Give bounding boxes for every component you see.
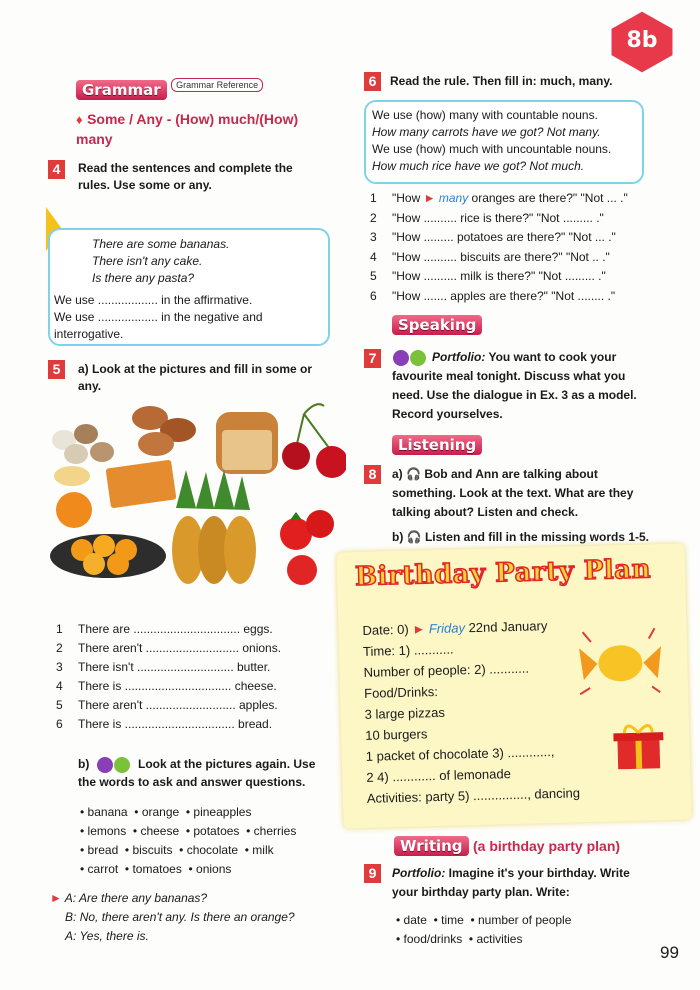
lemons-plate-icon xyxy=(50,534,166,578)
ex6-item: 1 "How ► many oranges are there?" "Not ... ." xyxy=(370,191,628,205)
pasta-icon xyxy=(54,466,90,486)
exercise-8a-text: a) 🎧 Bob and Ann are talking about something. Look at the text. What are they talking about? Listen and check. xyxy=(392,467,634,519)
grammar-heading: Grammar xyxy=(76,80,167,100)
ex5-sentence: 4 There is ................................ cheese. xyxy=(56,679,277,693)
grammar-header xyxy=(76,80,263,100)
pair-work-icon xyxy=(96,756,132,774)
listening-heading: Listening xyxy=(392,435,482,455)
writing-header: Writing (a birthday party plan) xyxy=(394,836,620,856)
exercise-4-instruction: Read the sentences and complete the rules. Use some or any. xyxy=(78,161,293,192)
grammar-reference-tag: Grammar Reference xyxy=(171,78,263,92)
exercise-5-number: 5 xyxy=(48,360,65,379)
ex5-sentences xyxy=(56,621,336,735)
biscuits-icon xyxy=(132,406,196,456)
exercise-9-number: 9 xyxy=(364,864,381,883)
ex4-rule-2: We use .................. in the negative and interrogative. xyxy=(54,310,263,341)
exercise-5a-instruction: a) Look at the pictures and fill in some or any. xyxy=(78,362,313,393)
candy-icon xyxy=(574,622,666,704)
speaking-heading: Speaking xyxy=(392,315,482,335)
ex6-item: 6 "How ....... apples are there?" "Not ........ ." xyxy=(370,288,616,303)
ex5-sentence: 6 There is ................................. bread. xyxy=(56,717,273,731)
ex5-sentence: 2 There aren't ............................ onions. xyxy=(56,641,282,655)
gift-box-icon xyxy=(613,722,664,771)
ex4-example-1: There are some bananas. xyxy=(92,237,230,251)
exercise-6-number: 6 xyxy=(364,72,381,91)
grammar-topic: ♦ Some / Any - (How) much/(How) many xyxy=(76,111,299,147)
oranges-icon xyxy=(56,492,92,528)
pineapples-icon xyxy=(172,470,256,584)
exercise-7-number: 7 xyxy=(364,349,381,368)
exercise-7-text: Portfolio: You want to cook your favourite meal tonight. Discuss what you need. Use the dialogue in Ex. 3 as a model. Record yourselves. xyxy=(392,350,637,421)
pair-work-icon xyxy=(392,349,428,367)
page-number: 99 xyxy=(660,943,679,962)
ex5-sentence: 1 There are ................................ eggs. xyxy=(56,622,273,636)
ex4-example-2: There isn't any cake. xyxy=(92,254,203,268)
ex9-bullets: • date • time • number of people • food/drinks • activities xyxy=(396,913,572,946)
exercise-8-number: 8 xyxy=(364,465,381,484)
ex6-items xyxy=(370,190,660,307)
ex6-item: 5 "How .......... milk is there?" "Not ......... ." xyxy=(370,269,606,283)
ex5-sentence: 3 There isn't ............................. butter. xyxy=(56,660,271,674)
bread-icon xyxy=(216,412,278,474)
exercise-5b-instruction: b) Look at the pictures again. Use the words to ask and answer questions. xyxy=(78,757,316,789)
exercise-4-number: 4 xyxy=(48,160,65,179)
ex5-sentence: 5 There aren't ........................... apples. xyxy=(56,698,278,712)
cheese-icon xyxy=(106,460,177,509)
eggs-icon xyxy=(52,424,114,464)
ex4-rule-1: We use .................. in the affirmative. xyxy=(54,293,253,307)
ex4-example-3: Is there any pasta? xyxy=(92,271,195,285)
ex5-dialogue: ► A: Are there any bananas? B: No, there aren't any. Is there an orange? A: Yes, there is. xyxy=(50,891,295,943)
cherries-icon xyxy=(282,404,346,478)
ex6-item: 3 "How ......... potatoes are there?" "Not ... ." xyxy=(370,230,616,244)
birthday-plan-card xyxy=(336,543,691,828)
exercise-8b-text: b) 🎧 Listen and fill in the missing words 1-5. xyxy=(392,530,650,544)
audio-icon: 🎧 xyxy=(406,530,422,544)
audio-icon: 🎧 xyxy=(406,467,421,481)
exercise-9-text: Portfolio: Imagine it's your birthday. Write your birthday party plan. Write: xyxy=(392,866,630,899)
exercise-6-instruction: Read the rule. Then fill in: much, many. xyxy=(390,74,613,88)
plan-title: Birthday Party Plan xyxy=(354,554,652,593)
ex6-rule-text: We use (how) many with countable nouns. How many carrots have we got? Not many. We use (how) much with uncountable nouns. How much rice have we got? Not much. xyxy=(372,108,612,173)
ex6-item: 2 "How .......... rice is there?" "Not ......... ." xyxy=(370,210,604,225)
ex5-word-list: • banana • orange • pineapples • lemons • cheese • potatoes • cherries • bread • biscuits • chocolate • milk • carrot • tomatoes • onions xyxy=(80,805,297,876)
food-illustration xyxy=(46,400,346,610)
tomatoes-icon xyxy=(280,510,334,585)
unit-badge: 8b xyxy=(606,8,678,76)
plan-body: Date: 0) ► Friday 22nd January Time: 1) ........... Number of people: 2) ........... Food/Drinks: 3 large pizzas 10 burgers 1 packet of chocolate 3) ............, 2 4) ............ of lemonade Activities: party 5) ..............., dancing xyxy=(362,618,581,806)
ex6-item: 4 "How .......... biscuits are there?" "Not .. ." xyxy=(370,249,610,264)
